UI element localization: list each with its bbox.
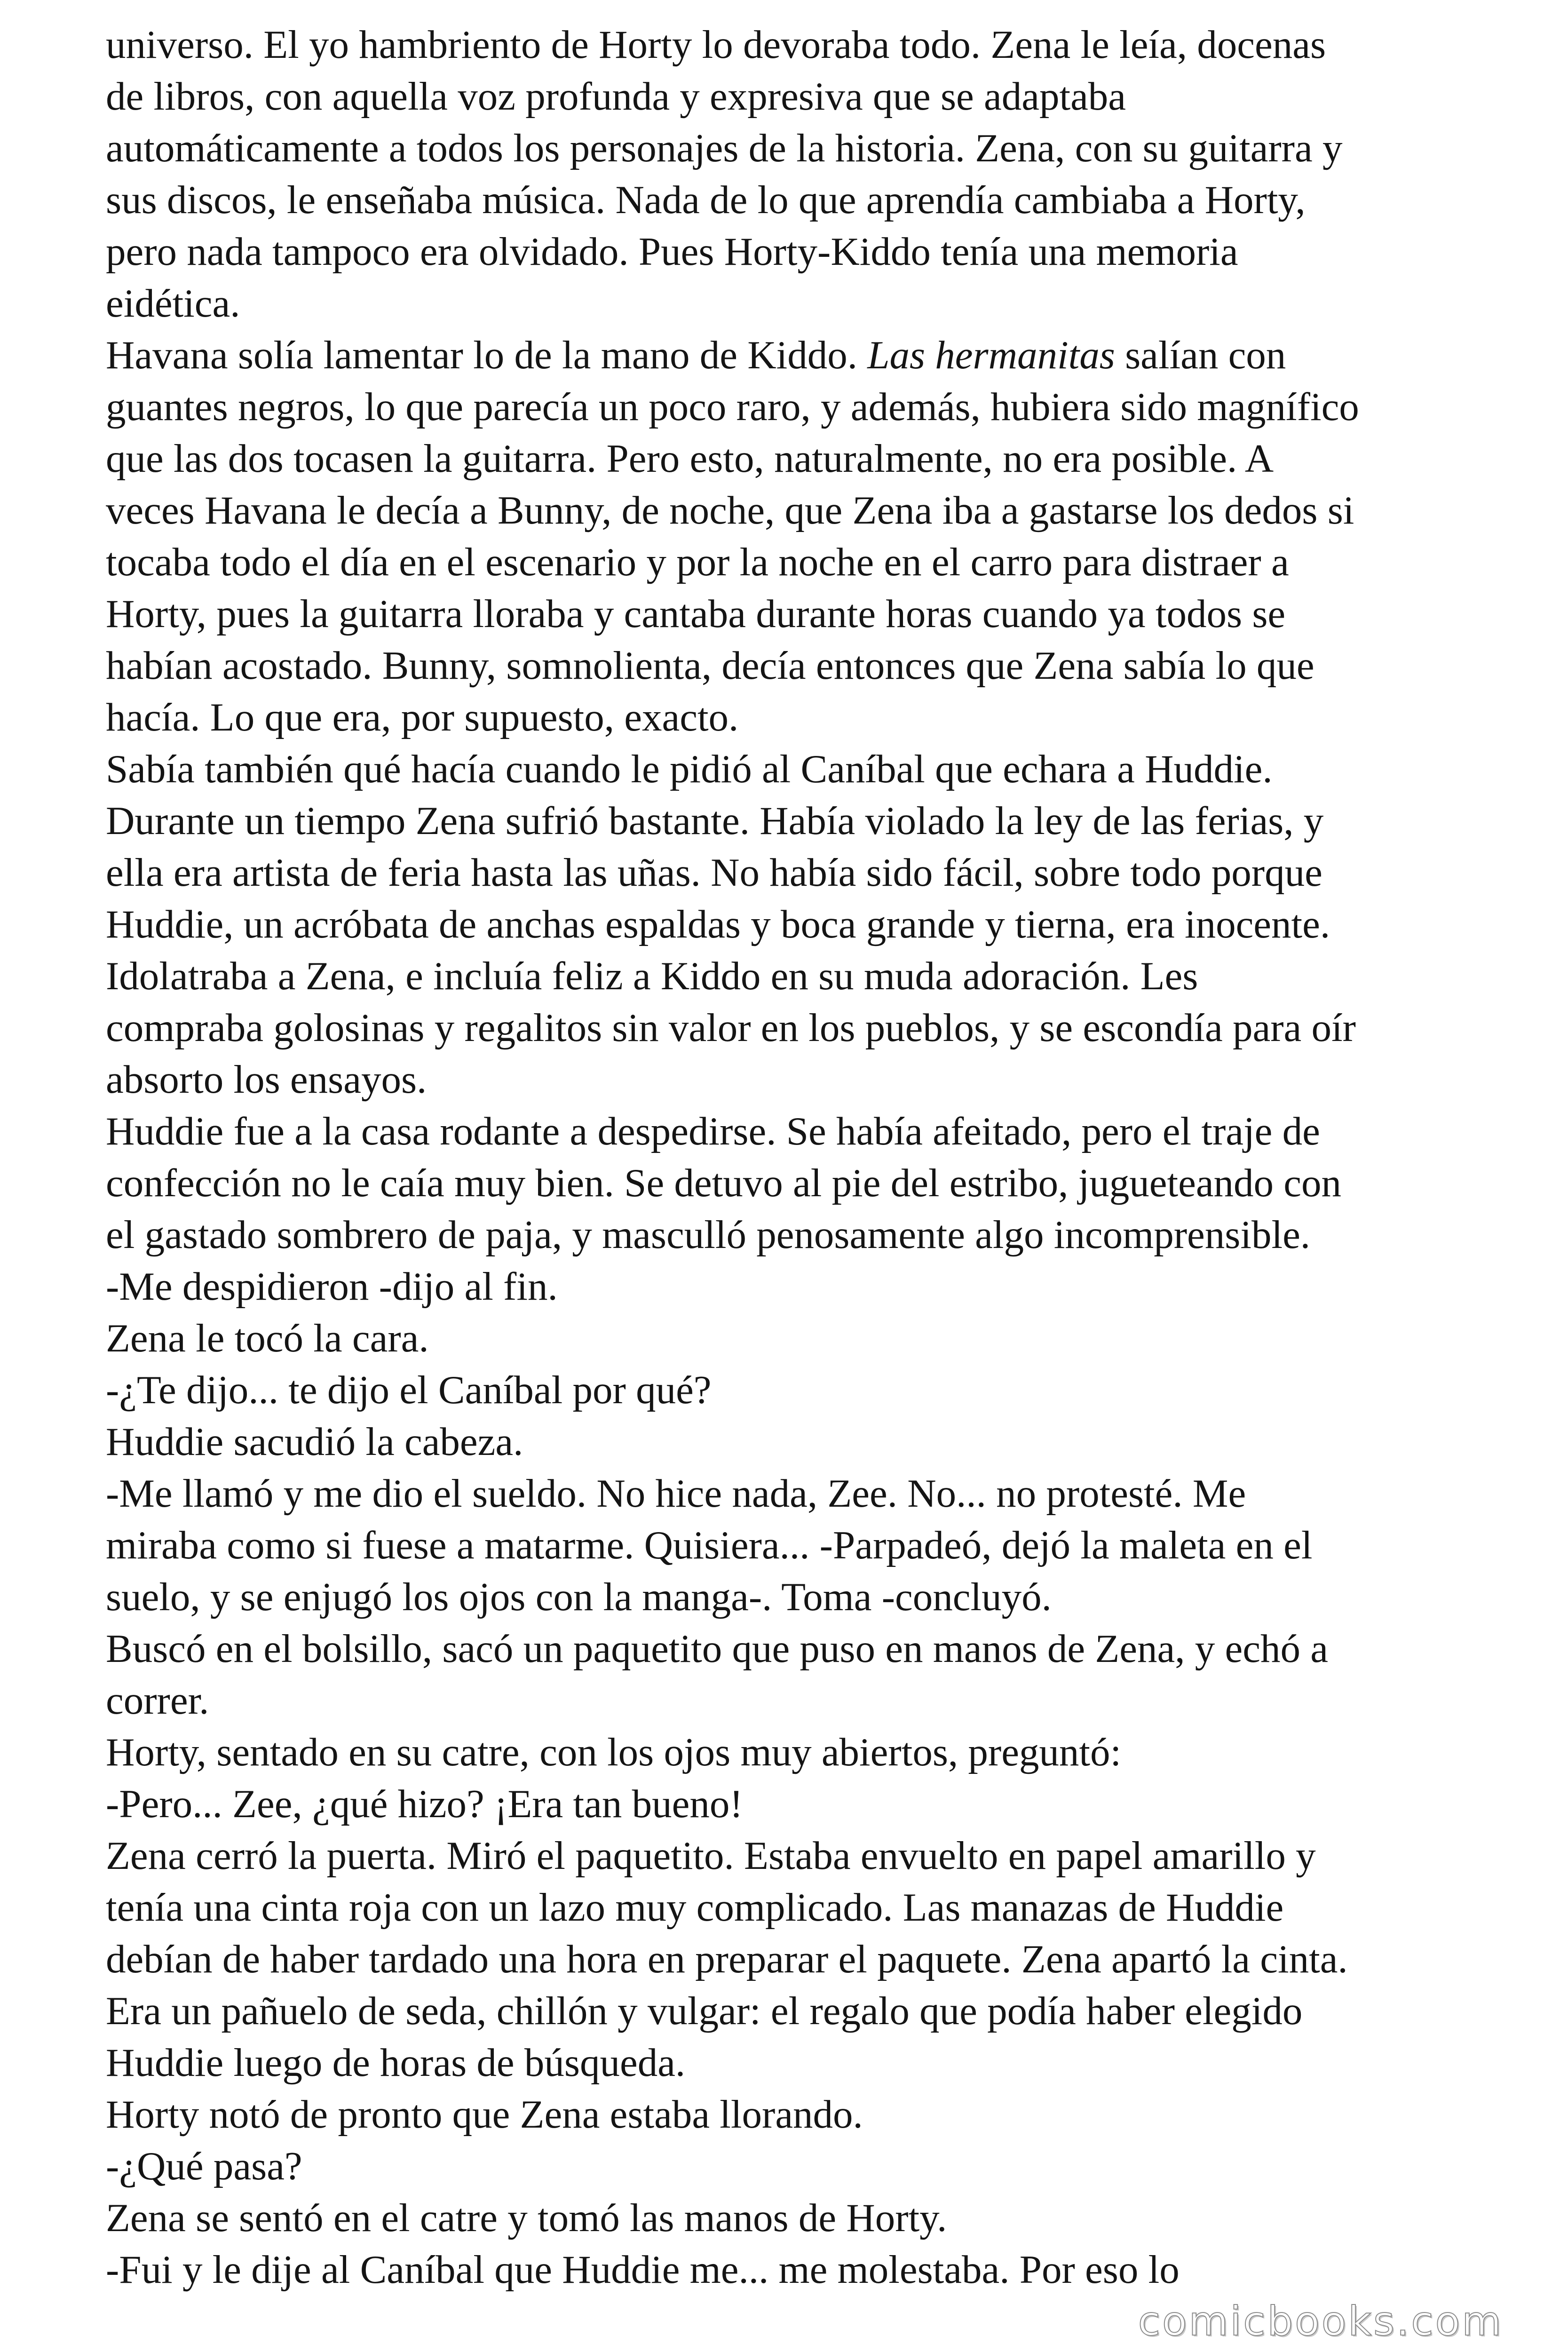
text-line: Zena se sentó en el catre y tomó las manos de Horty. bbox=[106, 2196, 947, 2240]
text-line: Sabía también qué hacía cuando le pidió al Caníbal que echara a Huddie. bbox=[106, 747, 1273, 791]
text-line: el gastado sombrero de paja, y masculló penosamente algo incomprensible. bbox=[106, 1213, 1311, 1257]
text-line: absorto los ensayos. bbox=[106, 1057, 427, 1102]
text-line: pero nada tampoco era olvidado. Pues Horty-Kiddo tenía una memoria bbox=[106, 230, 1238, 274]
text-line: Horty notó de pronto que Zena estaba llorando. bbox=[106, 2092, 863, 2137]
text-line: veces Havana le decía a Bunny, de noche, que Zena iba a gastarse los dedos si bbox=[106, 488, 1354, 532]
text-line: eidética. bbox=[106, 281, 240, 326]
text-line: Zena le tocó la cara. bbox=[106, 1316, 429, 1360]
text-line: Durante un tiempo Zena sufrió bastante. Había violado la ley de las ferias, y bbox=[106, 799, 1324, 843]
book-page-text bbox=[106, 19, 1498, 2296]
watermark: comicbooks.com bbox=[1138, 2298, 1503, 2345]
text-segment: Havana solía lamentar lo de la mano de Kiddo. bbox=[106, 333, 857, 377]
text-line: de libros, con aquella voz profunda y expresiva que se adaptaba bbox=[106, 74, 1126, 119]
text-line: Zena cerró la puerta. Miró el paquetito. Estaba envuelto en papel amarillo y bbox=[106, 1834, 1316, 1878]
text-line: Huddie, un acróbata de anchas espaldas y boca grande y tierna, era inocente. bbox=[106, 902, 1330, 946]
text-segment: salían con bbox=[1115, 333, 1286, 377]
text-line: automáticamente a todos los personajes de la historia. Zena, con su guitarra y bbox=[106, 126, 1343, 170]
text-line: -Pero... Zee, ¿qué hizo? ¡Era tan bueno! bbox=[106, 1782, 743, 1826]
text-line bbox=[106, 329, 1498, 381]
text-line: -Me despidieron -dijo al fin. bbox=[106, 1264, 558, 1309]
text-line: miraba como si fuese a matarme. Quisiera... -Parpadeó, dejó la maleta en el bbox=[106, 1523, 1313, 1567]
text-line: Horty, sentado en su catre, con los ojos muy abiertos, preguntó: bbox=[106, 1730, 1122, 1774]
text-line: Huddie fue a la casa rodante a despedirse. Se había afeitado, pero el traje de bbox=[106, 1109, 1320, 1153]
text-line: Idolatraba a Zena, e incluía feliz a Kiddo en su muda adoración. Les bbox=[106, 954, 1198, 998]
text-line: suelo, y se enjugó los ojos con la manga-. Toma -concluyó. bbox=[106, 1575, 1052, 1619]
text-line: -Fui y le dije al Caníbal que Huddie me... me molestaba. Por eso lo bbox=[106, 2248, 1180, 2292]
text-line: ella era artista de feria hasta las uñas. No había sido fácil, sobre todo porque bbox=[106, 850, 1323, 895]
text-line: habían acostado. Bunny, somnolienta, decía entonces que Zena sabía lo que bbox=[106, 644, 1315, 688]
text-line: correr. bbox=[106, 1678, 209, 1723]
text-line: tocaba todo el día en el escenario y por la noche en el carro para distraer a bbox=[106, 540, 1289, 584]
text-line: compraba golosinas y regalitos sin valor en los pueblos, y se escondía para oír bbox=[106, 1006, 1356, 1050]
text-line: confección no le caía muy bien. Se detuvo al pie del estribo, jugueteando con bbox=[106, 1161, 1342, 1205]
text-line: que las dos tocasen la guitarra. Pero esto, naturalmente, no era posible. A bbox=[106, 437, 1274, 481]
text-line: -Me llamó y me dio el sueldo. No hice nada, Zee. No... no protesté. Me bbox=[106, 1471, 1246, 1516]
text-line: universo. El yo hambriento de Horty lo devoraba todo. Zena le leía, docenas bbox=[106, 23, 1326, 67]
text-line: Horty, pues la guitarra lloraba y cantaba durante horas cuando ya todos se bbox=[106, 592, 1286, 636]
text-line: guantes negros, lo que parecía un poco raro, y además, hubiera sido magnífico bbox=[106, 385, 1359, 429]
text-line: -¿Qué pasa? bbox=[106, 2144, 302, 2188]
text-line: Huddie sacudió la cabeza. bbox=[106, 1420, 523, 1464]
text-line: Huddie luego de horas de búsqueda. bbox=[106, 2041, 686, 2085]
italic-title: Las hermanitas bbox=[867, 333, 1115, 377]
text-line: Buscó en el bolsillo, sacó un paquetito que puso en manos de Zena, y echó a bbox=[106, 1627, 1328, 1671]
text-line: Era un pañuelo de seda, chillón y vulgar: el regalo que podía haber elegido bbox=[106, 1989, 1303, 2033]
text-line: -¿Te dijo... te dijo el Caníbal por qué? bbox=[106, 1368, 712, 1412]
text-line: debían de haber tardado una hora en preparar el paquete. Zena apartó la cinta. bbox=[106, 1937, 1348, 1981]
text-line: tenía una cinta roja con un lazo muy complicado. Las manazas de Huddie bbox=[106, 1885, 1284, 1930]
text-line: hacía. Lo que era, por supuesto, exacto. bbox=[106, 695, 739, 739]
text-line: sus discos, le enseñaba música. Nada de lo que aprendía cambiaba a Horty, bbox=[106, 178, 1306, 222]
